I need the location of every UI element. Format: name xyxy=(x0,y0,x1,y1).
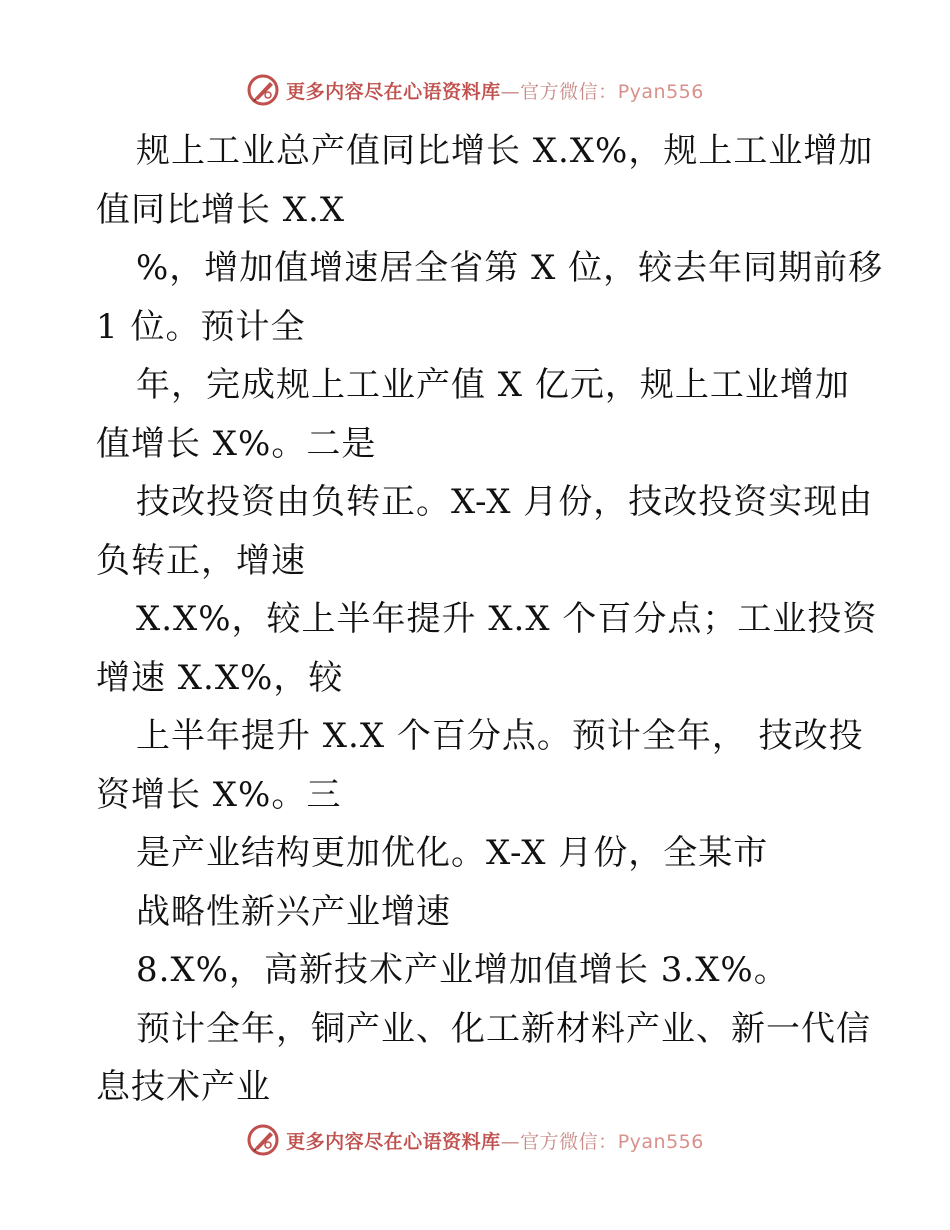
watermark-wechat-label: 官方微信： xyxy=(520,80,618,103)
text-line: 值同比增长 X.X xyxy=(96,189,346,230)
pen-logo-icon xyxy=(246,1123,280,1157)
watermark-wechat-label: 官方微信： xyxy=(520,1130,618,1153)
watermark-text xyxy=(286,77,704,104)
text-line: 战略性新兴产业增速 xyxy=(136,891,451,932)
text-line: 资增长 X%。三 xyxy=(96,774,342,815)
text-line: X.X%，较上半年提升 X.X 个百分点；工业投资 xyxy=(136,599,878,639)
text-line: 值增长 X%。二是 xyxy=(96,423,377,464)
pen-logo-icon xyxy=(246,73,280,107)
text-line: 技改投资由负转正。X-X 月份，技改投资实现由 xyxy=(136,482,874,522)
text-line: 负转正，增速 xyxy=(96,540,306,581)
watermark-handle: Pyan556 xyxy=(617,1130,704,1153)
text-line: 息技术产业 xyxy=(96,1067,271,1107)
footer-watermark xyxy=(0,1122,950,1158)
watermark-separator: — xyxy=(500,1130,521,1153)
text-line: 1 位。预计全 xyxy=(96,306,306,347)
watermark-brand: 更多内容尽在心语资料库 xyxy=(286,1130,501,1153)
watermark-separator: — xyxy=(500,80,521,103)
text-line: 年，完成规上工业产值 X 亿元，规上工业增加 xyxy=(136,365,850,405)
header-watermark xyxy=(0,72,950,108)
watermark-handle: Pyan556 xyxy=(617,80,704,103)
watermark-brand: 更多内容尽在心语资料库 xyxy=(286,80,501,103)
text-line: 增速 X.X%，较 xyxy=(96,657,344,698)
text-line: %，增加值增速居全省第 X 位，较去年同期前移 xyxy=(136,248,884,288)
document-body xyxy=(96,122,884,1117)
text-line: 预计全年，铜产业、化工新材料产业、新一代信 xyxy=(136,1008,871,1049)
text-line: 上半年提升 X.X 个百分点。预计全年， 技改投 xyxy=(136,716,864,756)
text-line: 是产业结构更加优化。X-X 月份，全某市 xyxy=(136,833,769,873)
text-line: 规上工业总产值同比增长 X.X%，规上工业增加 xyxy=(136,131,874,171)
watermark-text xyxy=(286,1127,704,1154)
text-line: 8.X%，高新技术产业增加值增长 3.X%。 xyxy=(136,950,789,990)
